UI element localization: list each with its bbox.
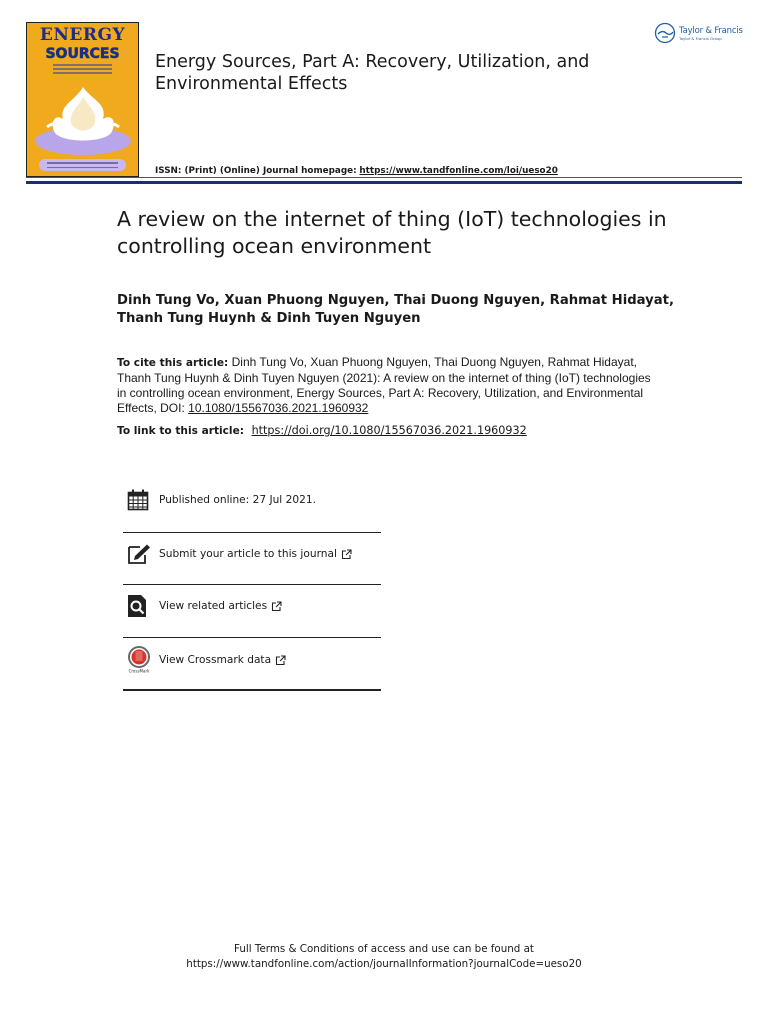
crossmark-icon-label: CrossMark [128,668,150,674]
publisher-logo[interactable] [654,22,743,44]
journal-title[interactable]: Energy Sources, Part A: Recovery, Utilization, and Environmental Effects [155,52,590,94]
cite-text: Dinh Tung Vo, Xuan Phuong Nguyen, Thai Duong Nguyen, Rahmat Hidayat, Thanh Tung Huynh & Dinh Tuyen Nguyen (2021): A review on the internet of thing (IoT) technologies in controlling ocean environment, Energy Sources, Part A: Recovery, Utilization, and Environmental Effects, DOI: [117,355,651,415]
calendar-icon [127,489,149,511]
flame-icon [33,83,134,155]
crossmark-row[interactable] [123,646,381,674]
article-authors: Dinh Tung Vo, Xuan Phuong Nguyen, Thai Duong Nguyen, Rahmat Hidayat, Thanh Tung Huynh & Dinh Tuyen Nguyen [117,293,674,326]
published-date: Published online: 27 Jul 2021. [159,494,316,506]
info-divider-4 [123,689,381,691]
terms-footer [0,942,768,972]
edit-icon [127,543,151,565]
cite-doi-link[interactable]: 10.1080/15567036.2021.1960932 [188,401,369,415]
article-link-line [117,424,677,437]
published-online-row [123,487,381,513]
issn-line [155,166,558,176]
cover-title-energy: ENERGY [39,25,126,45]
terms-footer-url[interactable]: https://www.tandfonline.com/action/journalInformation?journalCode=ueso20 [186,958,582,970]
info-divider-2 [123,584,381,585]
related-articles-row[interactable] [123,593,381,619]
cover-subtitle-lines [53,64,112,78]
submit-article-link[interactable]: Submit your article to this journal [159,548,337,560]
external-link-icon [275,655,286,666]
cover-title-sources: SOURCES [45,46,120,62]
search-document-icon [127,594,149,618]
article-doi-url[interactable]: https://doi.org/10.1080/15567036.2021.1960932 [251,424,527,437]
cite-label: To cite this article: [117,357,229,369]
related-articles-link[interactable]: View related articles [159,600,268,612]
citation-block [117,355,657,416]
header-divider-thick [26,181,742,184]
article-title: A review on the internet of thing (IoT) technologies in controlling ocean environment [117,207,667,258]
taylor-francis-icon [654,22,676,44]
journal-homepage-link[interactable]: https://www.tandfonline.com/loi/ueso20 [359,166,558,176]
cover-volume-band [39,159,126,171]
header-divider-thin [26,177,742,178]
journal-cover-image [26,22,139,177]
publisher-name: Taylor & Francis [679,25,743,36]
info-divider-1 [123,532,381,533]
link-label: To link to this article: [117,425,244,437]
submit-article-row[interactable] [123,541,381,567]
publisher-group: Taylor & Francis Group [679,35,722,41]
issn-label: ISSN: (Print) (Online) Journal homepage: [155,166,357,176]
terms-footer-line1: Full Terms & Conditions of access and use can be found at [234,943,534,955]
external-link-icon [341,549,352,560]
crossmark-link[interactable]: View Crossmark data [159,654,272,666]
info-divider-3 [123,637,381,638]
crossmark-icon [127,646,151,674]
external-link-icon [271,601,282,612]
